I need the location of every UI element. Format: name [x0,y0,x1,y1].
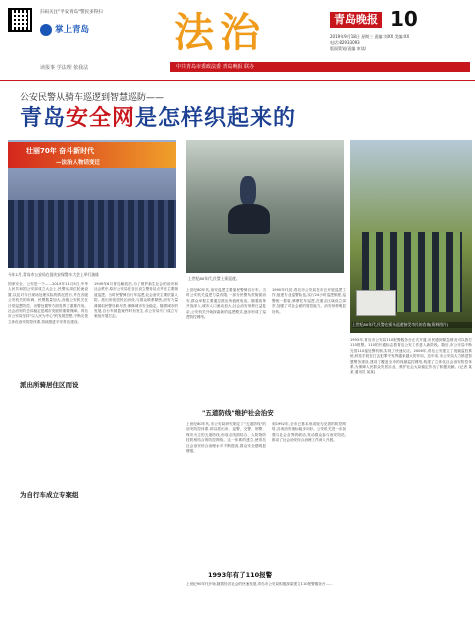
paper-name: 青岛晚报 [330,12,382,28]
slogan-bar: 中共青岛市委政法委 青岛晚报 联办 [170,62,470,72]
article-column-4: 1990年代初,青岛市公安局在市区开展巡逻工作,组建专业巡警队伍,实行24小时巡逻制度,巡警统一着装,骑摩托车巡逻,在重点区域设立岗亭,加强了对社会面的管控能力。治安形势明显好转。 [272,288,346,314]
qr-code-image [8,8,32,32]
article-column-8: 上世纪90年代开始,随着经济社会的快速发展,青岛市公安局积极探索建立110报警服务台…… [186,582,333,586]
photo-center-officer [240,176,256,206]
headline-part-3: 是怎样织起来的 [135,106,297,131]
app-name: 掌上青岛 [55,25,90,35]
subhead-3: "五道防线"维护社会治安 [202,409,274,417]
article-column-1: 国家安全、公安是一个……2019年11月5日,中华人民共和国公安部成立大会上,民警从岗位轮流设置,以及对今日现场处理实际的情况进行,并在各级公安机关的协调、民警数量加大,各级公安机关在日常巡逻防控、出警处置等方面发挥了重要作用。社会治安的总体稳定是城市发展的重要保障。青岛市公安局坚持"以人民为中心"的发展思想,不断完善立体化治安防控体系,持续推进平安青岛建设。 [8,282,88,324]
banner-subtitle: —法治人物话变迁 [56,160,101,166]
article-column-5: 上世纪80年代,市公安局研究制定了"五道防线"的治安防控体系,即以派出所、巡警、交警、刑警、保安为主的五道防线,形成点线面结合、人防物防技防相结合的防控网络。这一体系的建立,使青岛社会治安综合治理水平不断提高,群众安全感明显增强。 [186,422,266,454]
headline-part-1: 青岛 [20,106,67,131]
photo-right-vehicle [356,290,396,316]
banner-title: 壮丽70年 奋斗新时代 [26,147,95,155]
info-line-2: 电话:82933093 [330,40,360,45]
headline [20,103,320,135]
page-number: 10 [390,7,418,31]
subhead-1: 派出所骑居住区而设 [20,381,79,389]
subhead-2: 为自行车成立专案组 [20,491,79,499]
section-title: 法治 [174,9,266,56]
caption-center: 上世纪80年代,民警上街巡逻。 [188,276,240,281]
info-line-1: 2019年9月18日 星期三 责编:刘XX 美编:XX [330,34,410,39]
info-line-3: 版面策划/责编 审读/ [330,46,366,51]
header-divider [0,80,475,81]
slogan-left: 读报事 学法理 依我法 [40,65,89,71]
top-note: 扫码关注"平安青岛"警民多得扫 [40,10,103,15]
photo-left-crowd [8,200,176,268]
article-column-2: 1949年6月青岛解放后,为了维护新生社会的治安和社会秩序,原市公安局在各区设立警务站点并在主要街道巡逻。当时民警骑自行车巡逻,社会治安主要依靠人防。派出所依居民区而设,与群众联系紧密,治安力量薄弱但民警尽职尽责,保障城市安全稳定。随着城市的发展,自行车被盗案件时有发生,市公安局专门成立专案组开展打击。 [94,282,178,319]
photo-center-motorcycle [228,204,270,234]
caption-right: 上世纪80年代,民警在街头巡逻接受市民的咨询(资料图片) [352,322,472,328]
headline-kicker: 公安民警从骑车巡逻到智慧巡防—— [20,93,165,103]
headline-part-2: 安全网 [66,106,136,131]
app-logo-icon [40,24,52,36]
subhead-4: 1993年有了110报警 [208,571,273,579]
masthead-info [330,34,470,52]
article-column-6: 到1992年,全市已基本形成较为完善的防控网络,各项治安指标稳步向好。公安机关进一步加强与社会各界的联动,发动群众参与治安防范,推动了社会治安综合治理工作深入开展。 [272,422,346,443]
article-column-7: 1993年,青岛市公安局110报警服务台正式开通,市民遇到紧急情况可以拨打110报警。110的开通标志着青岛公安工作进入新阶段。随后,市公安局不断完善110接处警机制,实现了快速反应。2006年,青岛公安建立了视频监控系统,科技手段在打击犯罪中发挥越来越大的作用。近年来,市公安局大力推进智慧警务建设,建设了覆盖全市的视频监控网络,构建了立体化社会治安防控体系,为保障人民群众安居乐业、维护社会大局稳定作出了积极贡献。(记者 某某 通讯员 某某) [350,338,472,375]
article-column-3: 上世纪80年代,治安巡逻主要靠民警骑自行车。当时公安机关巡逻力量有限,一部分民警负责街面治安,群众举报主要通过派出所值班电话。随着改革开放深入,城市人口流动加大,社会治安形势日益复杂,公安机关开始探索新的巡逻模式,逐步形成了巡逻防控网络。 [186,288,266,320]
caption-left: 今年1月,青岛市公安局在国庆安保警车大会上举行演练 [8,272,99,277]
